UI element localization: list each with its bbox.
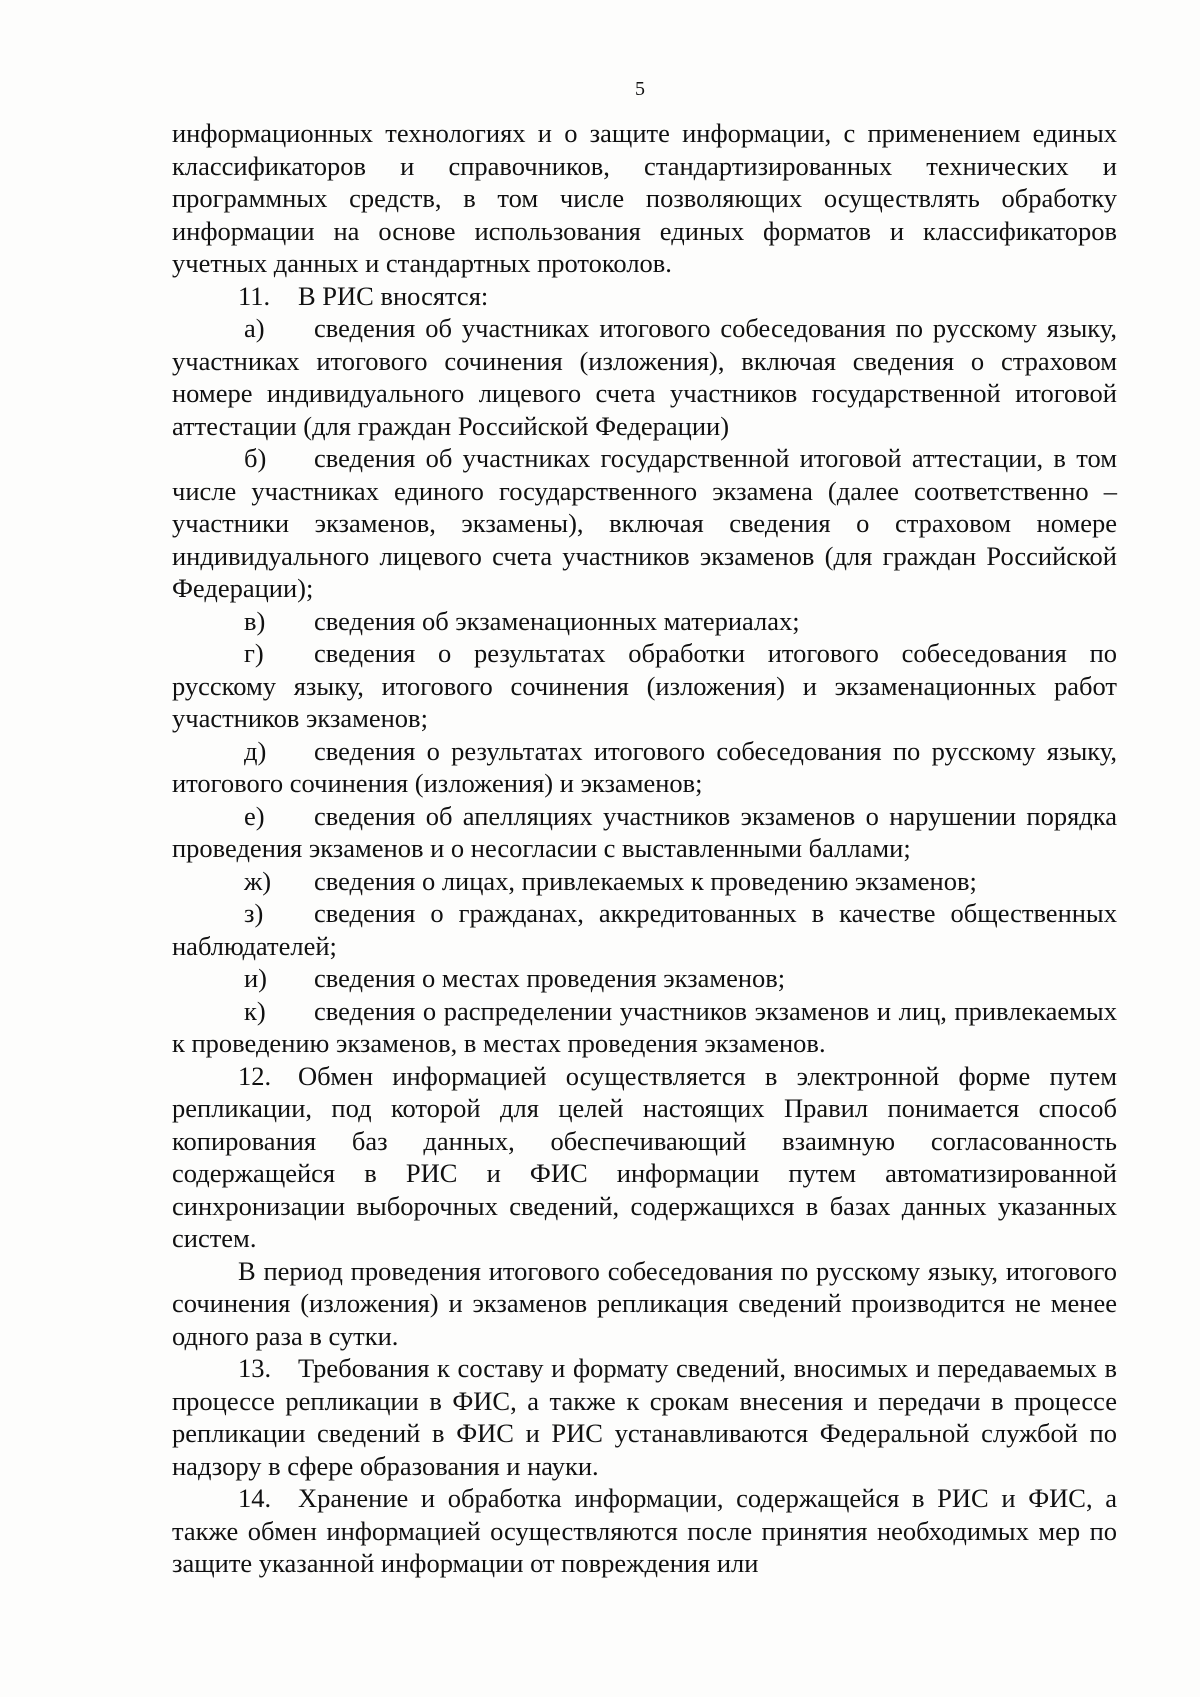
list-item-z — [172, 897, 1117, 962]
section-12-number: 12. — [238, 1060, 272, 1091]
list-item-v — [172, 605, 1117, 638]
list-item-text: сведения об участниках государственной итоговой аттестации, в том числе участниках единого государственного экзамена (далее соответственно – участники экзаменов, экзамены), включая сведения о страховом номере индивидуального лицевого счета участников экзаменов (для граждан Российской Федерации); — [172, 443, 1117, 603]
list-item-g — [172, 637, 1117, 735]
list-item-i — [172, 962, 1117, 995]
section-12-paragraph-2: В период проведения итогового собеседования по русскому языку, итогового сочинения (изложения) и экзаменов репликация сведений производится не менее одного раза в сутки. — [172, 1255, 1117, 1351]
list-item-text: сведения о результатах итогового собеседования по русскому языку, итогового сочинения (изложения) и экзаменов; — [172, 735, 1117, 798]
page-number: 5 — [635, 78, 645, 100]
list-item-text: сведения о распределении участников экзаменов и лиц, привлекаемых к проведению экзаменов, в местах проведения экзаменов. — [172, 995, 1117, 1058]
list-item-marker: а) — [244, 313, 265, 343]
list-item-text: сведения об апелляциях участников экзаменов о нарушении порядка проведения экзаменов и о несогласии с выставленными баллами; — [172, 800, 1117, 863]
section-14-number: 14. — [238, 1483, 272, 1513]
list-item-text: сведения об участниках итогового собеседования по русскому языку, участниках итогового сочинения (изложения), включая сведения о страховом номере индивидуального лицевого счета участников государственной итоговой аттестации (для граждан Российской Федерации) — [172, 313, 1117, 441]
list-item-b — [172, 442, 1117, 605]
section-11-heading — [172, 280, 1117, 313]
list-item-marker: ж) — [244, 865, 272, 896]
section-13-paragraph — [172, 1352, 1117, 1482]
list-item-marker: к) — [244, 995, 266, 1026]
list-item-text: сведения о лицах, привлекаемых к проведению экзаменов; — [314, 865, 977, 896]
list-item-marker: б) — [244, 443, 267, 473]
section-14-paragraph — [172, 1482, 1117, 1580]
section-12-text: Обмен информацией осуществляется в электронной форме путем репликации, под которой для целей настоящих Правил понимается способ копирования баз данных, обеспечивающий взаимную согласованность содержащейся в РИС и ФИС информации путем автоматизированной синхронизации выборочных сведений, содержащихся в базах данных указанных систем. — [172, 1060, 1117, 1253]
list-item-marker: в) — [244, 605, 266, 636]
document-body — [172, 117, 1117, 1580]
section-13-number: 13. — [238, 1353, 272, 1383]
list-item-marker: д) — [244, 735, 267, 766]
list-item-d — [172, 735, 1117, 800]
list-item-marker: и) — [244, 963, 268, 993]
section-11-number: 11. — [238, 280, 271, 311]
list-item-marker: з) — [244, 898, 264, 928]
list-item-text: сведения о гражданах, аккредитованных в качестве общественных наблюдателей; — [172, 898, 1117, 961]
section-14-text: Хранение и обработка информации, содержащейся в РИС и ФИС, а также обмен информацией осуществляются после принятия необходимых мер по защите указанной информации от повреждения или — [172, 1483, 1117, 1578]
list-item-marker: г) — [244, 638, 264, 668]
opening-paragraph: информационных технологиях и о защите информации, с применением единых классификаторов и справочников, стандартизированных технических и программных средств, в том числе позволяющих осуществлять обработку информации на основе использования единых форматов и классификаторов учетных данных и стандартных протоколов. — [172, 118, 1117, 278]
list-item-marker: е) — [244, 800, 265, 831]
list-item-text: сведения об экзаменационных материалах; — [314, 605, 800, 636]
list-item-zh — [172, 865, 1117, 898]
list-item-text: сведения о результатах обработки итогового собеседования по русскому языку, итогового сочинения (изложения) и экзаменационных работ участников экзаменов; — [172, 638, 1117, 733]
list-item-k — [172, 995, 1117, 1060]
list-item-a — [172, 312, 1117, 442]
section-11-heading-text: В РИС вносятся: — [298, 280, 489, 311]
section-13-text: Требования к составу и формату сведений, вносимых и передаваемых в процессе репликации в ФИС, а также к срокам внесения и передачи в процессе репликации сведений в ФИС и РИС устанавливаются Федеральной службой по надзору в сфере образования и науки. — [172, 1353, 1117, 1481]
list-item-e — [172, 800, 1117, 865]
section-12-paragraph — [172, 1060, 1117, 1255]
list-item-text: сведения о местах проведения экзаменов; — [314, 963, 786, 993]
